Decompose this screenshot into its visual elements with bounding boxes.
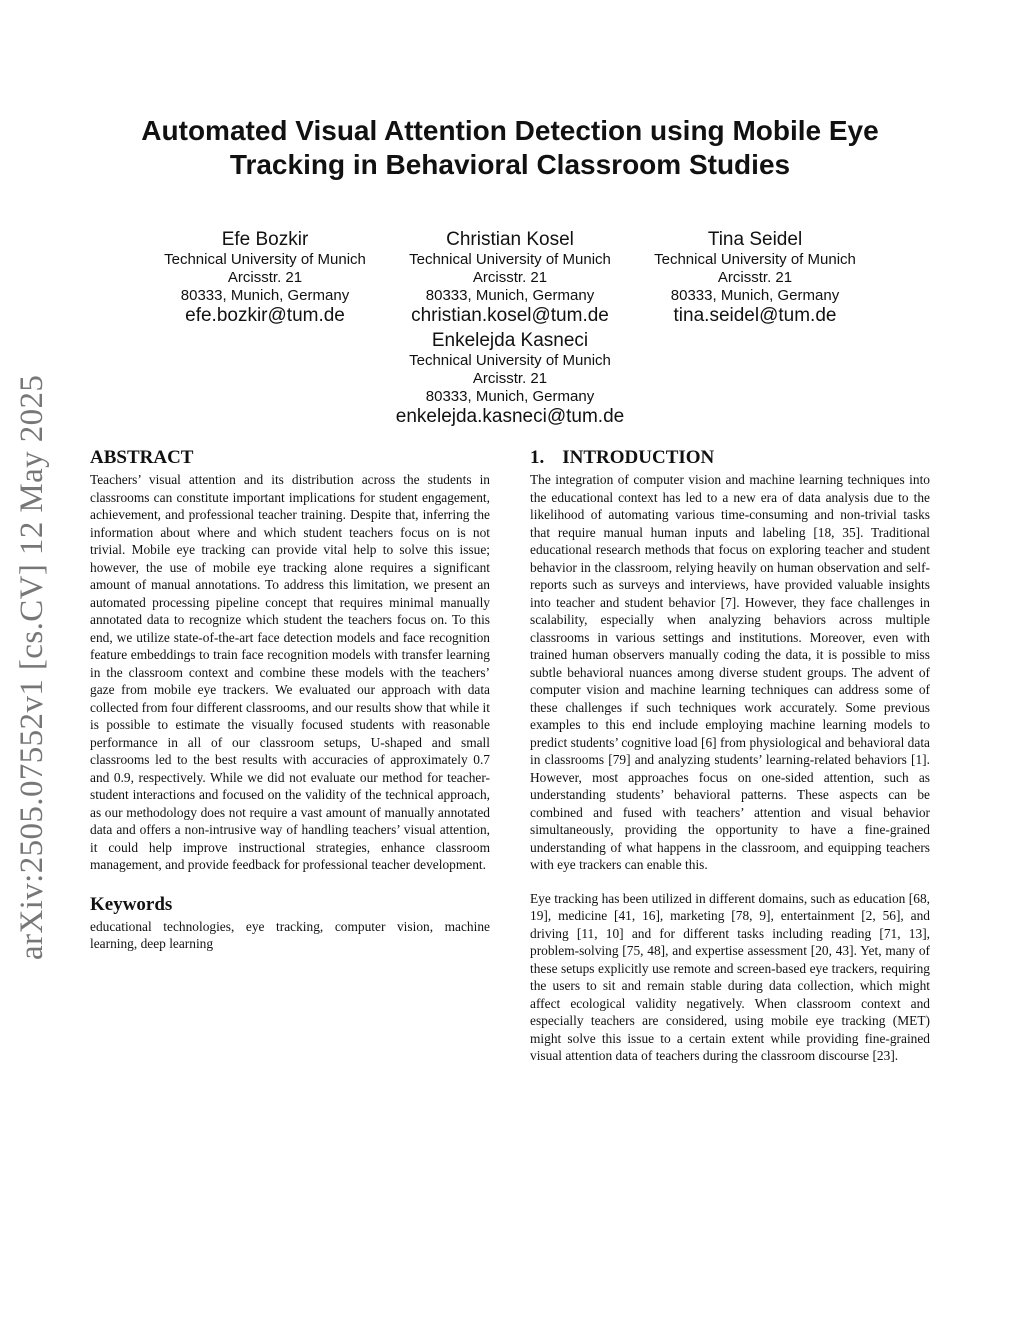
right-column: [530, 447, 930, 1065]
title-line-2: Tracking in Behavioral Classroom Studies: [229, 149, 791, 180]
intro-paragraph-1: The integration of computer vision and machine learning techniques into the educational context has led to a new era of data analysis due to the likelihood of automating various time-consuming and non-trivial tasks that require manual human inputs and labeling [18, 35]. Traditional educational research methods that focus on exploring teacher and student behavior in the classroom, relying heavily on human observation and self-reports such as surveys and interviews, have provided valuable insights into teacher and student behavior [7]. However, they face challenges in scalability, especially when analyzing behaviors across multiple classrooms in various settings and institutions. Moreover, even with trained human observers manually coding the data, it is possible to miss subtle behavioral nuances among diverse student groups. The advent of computer vision and machine learning techniques can address some of these challenges if such techniques work accurately. Some previous examples to this end include employing machine learning models to predict students’ cognitive load [6] from physiological and behavioral data in classrooms [79] and analyzing students’ learning-related behaviors [1]. However, most approaches focus on one-sided attention, such as understanding students’ behavioral patterns. These aspects can be combined and fused with teachers’ attention and visual behavior simultaneously, providing the opportunity to have a fine-grained understanding of what happens in the classroom, and equipping teachers with eye trackers can enable this.: [530, 472, 930, 872]
author-name: Enkelejda Kasneci: [431, 330, 589, 351]
author-institution: Technical University of Munich: [164, 251, 366, 268]
left-column: [90, 447, 490, 953]
author-street: Arcisstr. 21: [472, 370, 548, 387]
author-block-4: [377, 330, 643, 428]
author-email[interactable]: tina.seidel@tum.de: [673, 305, 837, 326]
author-street: Arcisstr. 21: [472, 269, 548, 286]
section-number: 1.: [530, 447, 545, 468]
author-street: Arcisstr. 21: [227, 269, 303, 286]
author-institution: Technical University of Munich: [654, 251, 856, 268]
author-name: Christian Kosel: [446, 229, 574, 250]
author-block-1: [145, 229, 385, 327]
paper-title: [90, 114, 930, 182]
author-city: 80333, Munich, Germany: [425, 388, 595, 405]
title-line-1: Automated Visual Attention Detection using Mobile Eye: [141, 115, 879, 146]
author-city: 80333, Munich, Germany: [425, 287, 595, 304]
author-email[interactable]: efe.bozkir@tum.de: [185, 305, 345, 326]
author-city: 80333, Munich, Germany: [670, 287, 840, 304]
author-email[interactable]: christian.kosel@tum.de: [411, 305, 609, 326]
author-institution: Technical University of Munich: [409, 352, 611, 369]
section-title: INTRODUCTION: [562, 447, 715, 468]
abstract-heading: ABSTRACT: [90, 447, 194, 468]
author-institution: Technical University of Munich: [409, 251, 611, 268]
introduction-heading: [530, 447, 930, 469]
author-email[interactable]: enkelejda.kasneci@tum.de: [395, 406, 625, 427]
author-name: Efe Bozkir: [221, 229, 309, 250]
author-street: Arcisstr. 21: [717, 269, 793, 286]
keywords-heading: Keywords: [90, 893, 173, 915]
intro-paragraph-2: Eye tracking has been utilized in different domains, such as education [68, 19], medicine [41, 16], marketing [78, 9], entertainment [2, 56], and driving [11, 10] and for different tasks including reading [71, 13], problem-solving [75, 48], and expertise assessment [20, 43]. Yet, many of these setups explicitly use remote and screen-based eye trackers, requiring the users to sit and remain stable during data collection, which might affect ecological validity negatively. When classroom context and especially teachers are considered, using mobile eye tracking (MET) might solve this issue to a certain extent while providing fine-grained visual attention data of teachers during the classroom discourse [23].: [530, 890, 930, 1063]
author-name: Tina Seidel: [707, 229, 803, 250]
paragraph-gap: [530, 874, 930, 890]
arxiv-identifier[interactable]: arXiv:2505.07552v1 [cs.CV] 12 May 2025: [14, 374, 50, 960]
author-block-2: [390, 229, 630, 327]
abstract-text: Teachers’ visual attention and its distribution across the students in classrooms can constitute important implications for student engagement, achievement, and professional teacher training. Despite that, inferring the information about where and which student teachers focus on is not trivial. Mobile eye tracking can provide vital help to solve this issue; however, the use of mobile eye tracking alone requires a significant amount of manual annotations. To address this limitation, we present an automated processing pipeline concept that requires minimal manually annotated data to recognize which student the teachers focus on. To this end, we utilize state-of-the-art face detection models and face recognition feature embeddings to train face recognition models with transfer learning in the classroom context and combine these models with the teachers’ gaze from mobile eye trackers. We evaluated our approach with data collected from four different classrooms, and our results show that while it is possible to estimate the visually focused students with reasonable performance in all of our classroom setups, U-shaped and small classrooms led to the best results with accuracies of approximately 0.7 and 0.9, respectively. While we did not evaluate our method for teacher-student interactions and focused on the validity of the technical approach, as our methodology does not require a vast amount of manually annotated data and offers a non-intrusive way of handling teachers’ visual attention, it could help improve instructional strategies, enhance classroom management, and provide feedback for professional teacher development.: [90, 472, 490, 872]
keywords-text: educational technologies, eye tracking, computer vision, machine learning, deep learning: [90, 918, 490, 951]
author-city: 80333, Munich, Germany: [180, 287, 350, 304]
author-block-3: [635, 229, 875, 327]
